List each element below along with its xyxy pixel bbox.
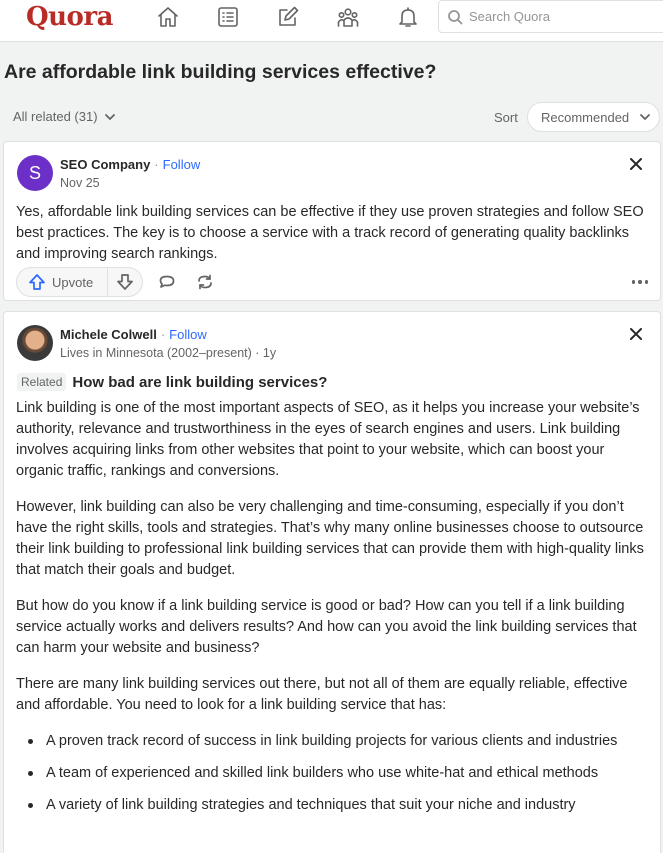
- sort-value: Recommended: [541, 109, 630, 125]
- sort-dropdown[interactable]: [527, 102, 660, 132]
- notifications-icon[interactable]: [394, 4, 422, 30]
- answer-date: Nov 25: [60, 176, 100, 190]
- spaces-icon[interactable]: [334, 4, 362, 30]
- question-title: Are affordable link building services effective?: [4, 61, 437, 83]
- follow-link[interactable]: Follow: [169, 327, 207, 342]
- upvote-label: Upvote: [52, 274, 94, 290]
- all-related-dropdown[interactable]: [13, 109, 116, 124]
- separator-dot: ·: [154, 157, 159, 172]
- answer-paragraph: But how do you know if a link building service is good or bad? How can you tell if a link building service actually works and delivers results? And how can you avoid the link building services that can harm your website and business?: [16, 598, 637, 656]
- more-options-icon[interactable]: [630, 272, 650, 292]
- chevron-down-icon: [104, 111, 116, 123]
- author-credential: Lives in Minnesota (2002–present) · 1y: [60, 346, 277, 360]
- search-icon: [447, 9, 463, 25]
- chevron-down-icon: [639, 111, 651, 123]
- list-item: A variety of link building strategies and techniques that suit your niche and industry: [46, 795, 652, 816]
- answer-paragraph: However, link building can also be very challenging and time-consuming, especially if you don’t have the right skills, tools and strategies. That’s why many online businesses choose to outsource their link building to professional link building services that can provide them with high-quality links that match their goals and budget.: [16, 499, 644, 578]
- upvote-arrow-icon: [28, 273, 46, 291]
- answer-icon[interactable]: [274, 4, 302, 30]
- answer-actions: [16, 266, 656, 298]
- answer-card: [3, 311, 661, 853]
- share-icon[interactable]: [195, 272, 215, 292]
- related-tag: Related: [17, 373, 66, 391]
- sort-label: Sort: [494, 110, 518, 125]
- list-item: A proven track record of success in link building projects for various clients and industries: [46, 731, 652, 752]
- answer-text: Yes, affordable link building services can be effective if they use proven strategies and follow SEO best practices. The key is to choose a service with a track record of generating quality backlinks and improving search rankings.: [16, 204, 644, 262]
- top-navigation-bar: [0, 0, 663, 42]
- list-item: A team of experienced and skilled link builders who use white-hat and ethical methods: [46, 763, 652, 784]
- home-icon[interactable]: [154, 4, 182, 30]
- vote-pill: [16, 267, 143, 297]
- bullet-list: [16, 731, 652, 816]
- search-input[interactable]: [469, 9, 649, 24]
- upvote-button[interactable]: [17, 268, 108, 296]
- related-question-link[interactable]: How bad are link building services?: [72, 373, 328, 391]
- quora-logo[interactable]: Quora: [26, 2, 113, 32]
- answer-body: [16, 398, 652, 827]
- answer-card: [3, 141, 661, 301]
- search-box[interactable]: [438, 0, 663, 33]
- downvote-arrow-icon: [116, 273, 134, 291]
- author-name[interactable]: Michele Colwell: [60, 327, 157, 342]
- downvote-button[interactable]: [108, 268, 142, 296]
- answer-filter-bar: [0, 100, 663, 136]
- author-row: [60, 327, 207, 342]
- author-row: [60, 157, 200, 172]
- comment-icon[interactable]: [157, 272, 177, 292]
- all-related-label: All related (31): [13, 109, 98, 124]
- avatar[interactable]: [17, 325, 53, 361]
- answer-paragraph: Link building is one of the most important aspects of SEO, as it helps you increase your website’s authority, relevance and trustworthiness in the eyes of search engines and users. Link building involves acquiring links from other websites that point to your website, which can boost your organic traffic, rankings and conversions.: [16, 400, 640, 479]
- answer-paragraph: There are many link building services out there, but not all of them are equally reliable, effective and affordable. You need to look for a link building service that has:: [16, 676, 628, 713]
- avatar[interactable]: S: [17, 155, 53, 191]
- close-icon[interactable]: [629, 327, 643, 341]
- follow-link[interactable]: Follow: [162, 157, 201, 172]
- author-name[interactable]: SEO Company: [60, 157, 151, 172]
- separator-dot: ·: [160, 327, 166, 342]
- related-question-row: [17, 373, 327, 391]
- close-icon[interactable]: [629, 157, 643, 171]
- following-icon[interactable]: [214, 4, 242, 30]
